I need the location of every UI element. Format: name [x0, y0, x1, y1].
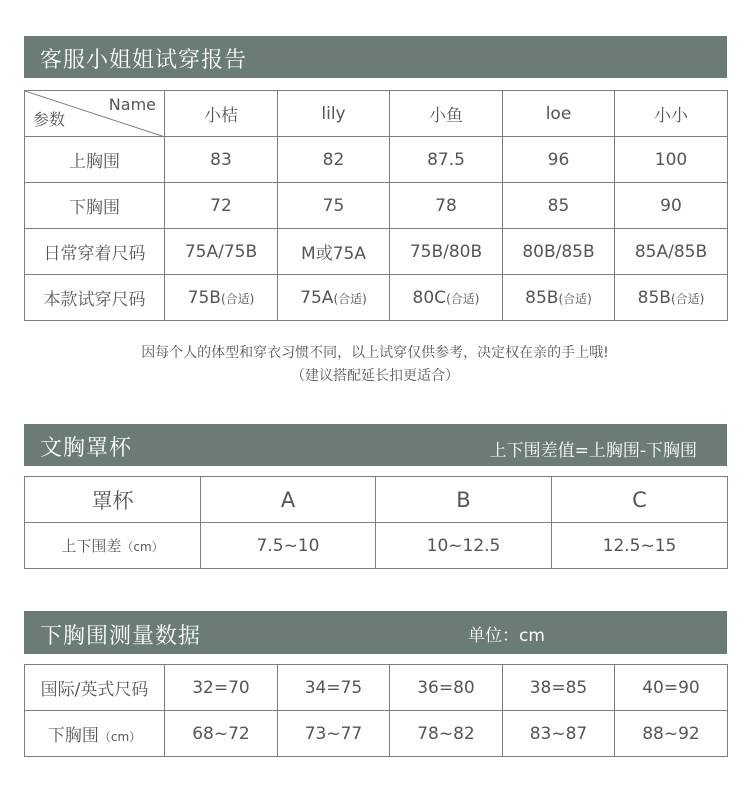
fit-note: (合适) [446, 291, 480, 306]
fit-cell [165, 275, 278, 321]
value-cell: 78 [390, 183, 503, 229]
range-cell: 68~72 [165, 711, 278, 757]
row-label: 下胸围 [25, 183, 165, 229]
range-cell: 83~87 [503, 711, 615, 757]
cup-letter: A [201, 477, 376, 523]
fit-report-table [24, 90, 728, 321]
value-cell: 85 [503, 183, 615, 229]
row-label-cell [25, 711, 165, 757]
table-row [25, 523, 728, 569]
underbust-title-bar [24, 611, 727, 654]
table-row [25, 665, 728, 711]
cup-letter: C [552, 477, 728, 523]
size-cell: 40=90 [615, 665, 728, 711]
diff-label-cell [25, 523, 201, 569]
row-label: 上胸围 [25, 137, 165, 183]
value-cell: 100 [615, 137, 728, 183]
remark-line-1: 因每个人的体型和穿衣习惯不同，以上试穿仅供参考，决定权在亲的手上哦! [141, 345, 609, 361]
header-param: 参数 [33, 110, 66, 129]
size-cell: 32=70 [165, 665, 278, 711]
value-cell: 75B/80B [390, 229, 503, 275]
row-label: 日常穿着尺码 [25, 229, 165, 275]
table-row [25, 229, 728, 275]
fit-size: 80C [412, 287, 447, 308]
table-row [25, 137, 728, 183]
fit-cell [278, 275, 390, 321]
name-cell: 小鱼 [390, 91, 503, 137]
value-cell: 75 [278, 183, 390, 229]
range-cell: 88~92 [615, 711, 728, 757]
cup-formula: 上下围差值=上胸围-下胸围 [489, 441, 697, 461]
header-corner-cell [25, 91, 165, 137]
row-label: 本款试穿尺码 [25, 275, 165, 321]
fit-size: 75A [300, 287, 334, 308]
fit-note: (合适) [558, 291, 592, 306]
table-row [25, 183, 728, 229]
fit-note: (合适) [220, 291, 255, 306]
header-name: Name [108, 95, 156, 114]
size-cell: 34=75 [278, 665, 390, 711]
value-cell: 82 [278, 137, 390, 183]
underbust-title: 下胸围测量数据 [40, 624, 202, 649]
fit-cell [615, 275, 728, 321]
remark-line-2: （建议搭配延长扣更适合） [291, 368, 459, 384]
row-label: 下胸围 [47, 726, 99, 746]
diff-value: 7.5~10 [201, 523, 376, 569]
underbust-unit-note: 单位：cm [468, 626, 545, 646]
value-cell: 83 [165, 137, 278, 183]
diff-label: 上下围差 [61, 537, 122, 555]
range-cell: 78~82 [390, 711, 503, 757]
row-label: 国际/英式尺码 [25, 665, 165, 711]
value-cell: 90 [615, 183, 728, 229]
diff-unit: （cm） [121, 540, 164, 554]
cup-header-label: 罩杯 [25, 477, 201, 523]
table-row [25, 711, 728, 757]
remarks [0, 342, 750, 388]
value-cell: 75A/75B [165, 229, 278, 275]
diff-value: 10~12.5 [376, 523, 552, 569]
fit-size: 85B [525, 287, 559, 308]
cup-table [24, 476, 728, 569]
fit-size: 75B [187, 287, 221, 308]
name-cell: 小小 [615, 91, 728, 137]
name-cell: lily [278, 91, 390, 137]
value-cell: 80B/85B [503, 229, 615, 275]
row-unit: （cm） [98, 730, 142, 744]
name-cell: loe [503, 91, 615, 137]
table-row [25, 275, 728, 321]
value-cell: 96 [503, 137, 615, 183]
cup-title: 文胸罩杯 [40, 436, 133, 461]
underbust-table [24, 664, 728, 757]
size-cell: 36=80 [390, 665, 503, 711]
range-cell: 73~77 [278, 711, 390, 757]
cup-letter: B [376, 477, 552, 523]
diff-value: 12.5~15 [552, 523, 728, 569]
fit-cell [503, 275, 615, 321]
value-cell: 87.5 [390, 137, 503, 183]
value-cell: 85A/85B [615, 229, 728, 275]
report-title: 客服小姐姐试穿报告 [40, 48, 248, 73]
cup-title-bar [24, 424, 727, 466]
fit-note: (合适) [670, 291, 705, 306]
fit-note: (合适) [333, 291, 367, 306]
fit-cell [390, 275, 503, 321]
value-cell: M或75A [278, 229, 390, 275]
size-cell: 38=85 [503, 665, 615, 711]
fit-size: 85B [637, 287, 671, 308]
value-cell: 72 [165, 183, 278, 229]
report-title-bar [24, 36, 727, 78]
name-cell: 小桔 [165, 91, 278, 137]
